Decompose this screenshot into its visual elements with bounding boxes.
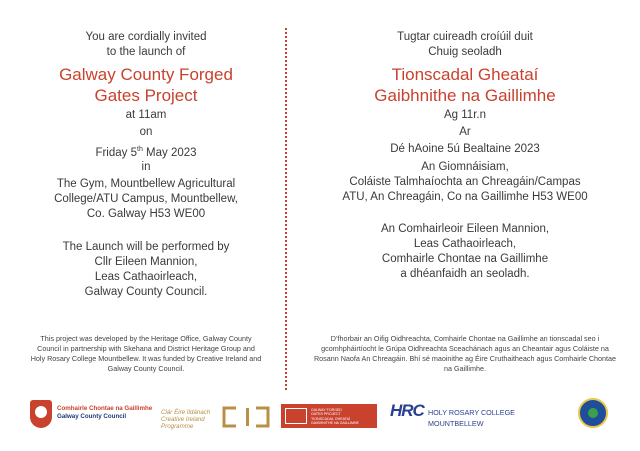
irish-venue-line-2: Coláiste Talmhaíochta an Chreagáin/Campas (349, 176, 581, 188)
gate-icon (285, 408, 307, 424)
fg-line-1: GALWAY FORGED (311, 408, 343, 412)
school-crest-icon (578, 398, 608, 428)
venue-line-1: The Gym, Mountbellew Agricultural (56, 178, 236, 190)
fg-line-4: GAIBHNITHE NA GAILLIMHE (311, 421, 359, 426)
irish-venue-line-1: An Giomnáisiam, (421, 161, 509, 173)
irish-event-title-line-2: Gaibhnithe na Gaillimhe (374, 86, 556, 105)
ci-line-3: Programme (161, 423, 194, 430)
forged-gates-project-logo (281, 404, 377, 428)
english-footnote: This project was developed by the Heritage Office, Galway County Council in partnership with Skehana and District Heritage Group and Holy Rosary College Mountbellew. It was funded by Creative Ireland and Galway County Council. (30, 334, 262, 373)
in-label: in (141, 161, 151, 173)
irish-performed-line-3: Comhairle Chontae na Gaillimhe (381, 253, 549, 265)
ci-line-1: Clár Éire Ildánach (161, 409, 211, 416)
event-title-line-1: Galway County Forged (59, 65, 233, 84)
event-date: Friday 5th May 2023 (95, 146, 197, 159)
dotted-divider (285, 28, 287, 390)
creative-ireland-mark-icon (222, 406, 270, 428)
irish-on-label: Ar (459, 126, 471, 138)
irish-event-title-line-1: Tionscadal Gheataí (391, 65, 539, 84)
irish-event-date: Dé hAoine 5ú Bealtaine 2023 (390, 143, 540, 155)
hrc-line-1: HOLY ROSARY COLLEGE (428, 408, 515, 417)
invite-line-2: to the launch of (106, 46, 186, 58)
performed-line-1: The Launch will be performed by (62, 241, 230, 253)
on-label: on (139, 126, 153, 138)
performed-line-2: Cllr Eileen Mannion, (94, 256, 198, 268)
irish-performed-line-4: a dhéanfaidh an seoladh. (400, 268, 530, 280)
performed-line-4: Galway County Council. (84, 286, 208, 298)
irish-invite-line-2: Chuig seoladh (428, 46, 502, 58)
galway-county-council-crest-icon (30, 400, 52, 428)
irish-venue-line-3: ATU, An Chreagáin, Co na Gaillimhe H53 WE00 (342, 191, 588, 203)
sponsor-logos-strip (0, 396, 640, 440)
performed-line-3: Leas Cathaoirleach, (94, 271, 198, 283)
hrc-mark-logo: HRC (390, 401, 424, 420)
irish-performed-line-2: Leas Cathaoirleach, (413, 238, 517, 250)
fg-line-2: GATES PROJECT (311, 412, 341, 417)
venue-line-2: College/ATU Campus, Mountbellew, (54, 193, 238, 205)
fg-line-3: TIONSCADAL GHEATAÍ (311, 416, 351, 421)
event-title-line-2: Gates Project (94, 86, 198, 105)
galway-county-council-logo (57, 405, 152, 421)
gcc-english-name: Galway County Council (57, 413, 127, 420)
invite-line-1: You are cordially invited (85, 31, 207, 43)
irish-invite-line-1: Tugtar cuireadh croíúil duit (397, 31, 533, 43)
hrc-line-2: MOUNTBELLEW (428, 419, 484, 428)
irish-event-time: Ag 11r.n (444, 109, 486, 121)
holy-rosary-college-logo (428, 407, 515, 429)
irish-performed-line-1: An Comhairleoir Eileen Mannion, (380, 223, 550, 235)
ci-line-2: Creative Ireland (161, 416, 205, 423)
creative-ireland-logo (161, 409, 210, 430)
irish-footnote: D’fhorbair an Oifig Oidhreachta, Comhairle Chontae na Gaillimhe an tionscadal seo i gcomhpháirtíocht le Grúpa Oidhreachta Sceachánach agus an Cheantair agus Coláiste na Rosann Naofa An Chreagáin. Bhí sé maoinithe ag Éire Cruthaitheach agus Comhairle Chontae na Gaillimhe. (313, 334, 617, 373)
venue-line-3: Co. Galway H53 WE00 (86, 208, 206, 220)
event-time: at 11am (125, 109, 167, 121)
gcc-irish-name: Comhairle Chontae na Gaillimhe (57, 405, 153, 412)
